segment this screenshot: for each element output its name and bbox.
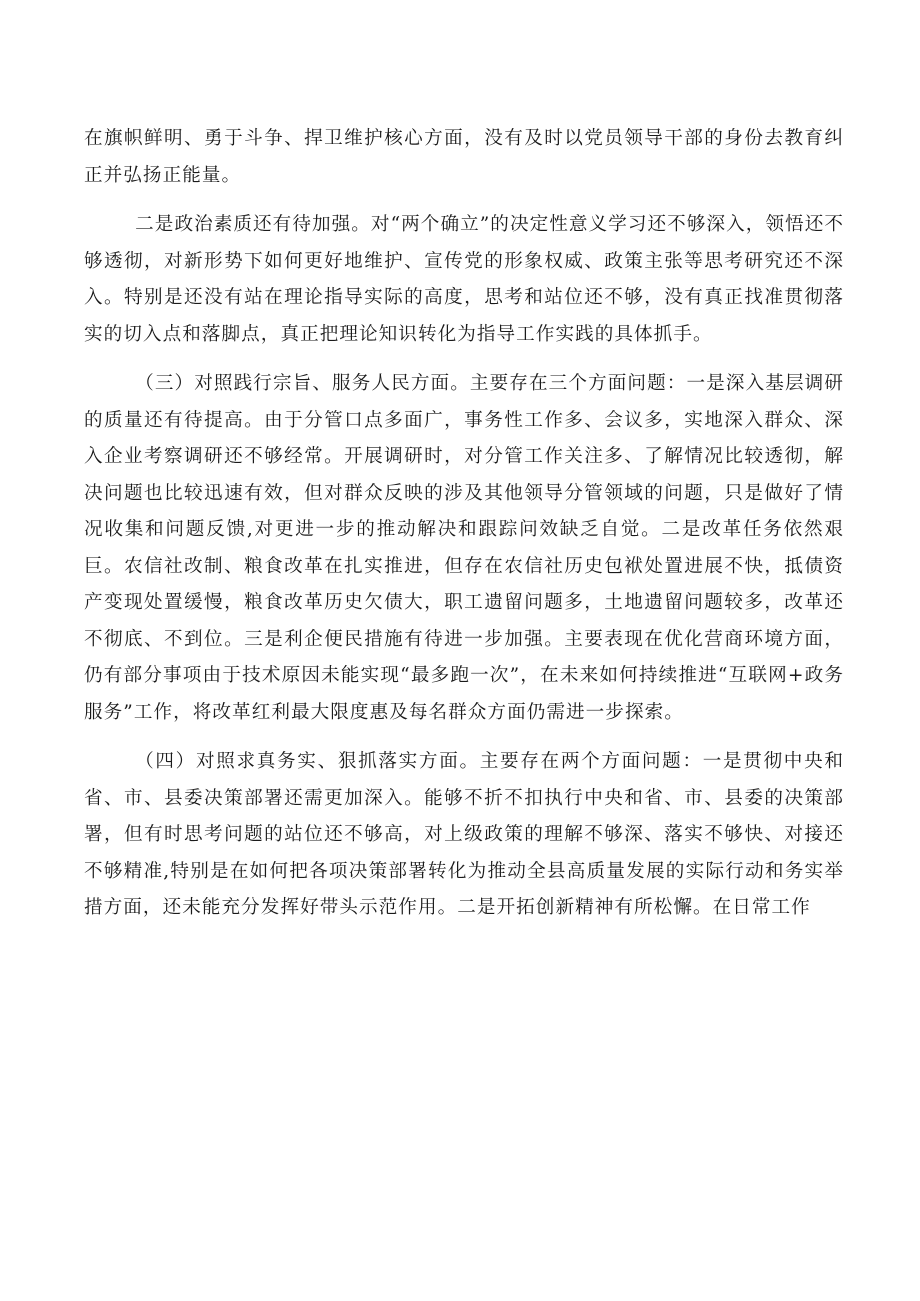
paragraph-pragmatic-implementation: （四）对照求真务实、狠抓落实方面。主要存在两个方面问题：一是贯彻中央和省、市、县委决策部署还需更加深入。能够不折不扣执行中央和省、市、县委的决策部署，但有时思考问题的站位还不够高，对上级政策的理解不够深、落实不够快、对接还不够精准,特别是在如何把各项决策部署转化为推动全县高质量发展的实际行动和务实举措方面，还未能充分发挥好带头示范作用。二是开拓创新精神有所松懈。在日常工作	[84, 751, 844, 918]
document-body	[84, 121, 844, 940]
paragraph-serve-people: （三）对照践行宗旨、服务人民方面。主要存在三个方面问题：一是深入基层调研的质量还有待提高。由于分管口点多面广，事务性工作多、会议多，实地深入群众、深入企业考察调研还不够经常。开展调研时，对分管工作关注多、了解情况比较透彻，解决问题也比较迅速有效，但对群众反映的涉及其他领导分管领域的问题，只是做好了情况收集和问题反馈,对更进一步的推动解决和跟踪问效缺乏自觉。二是改革任务依然艰巨。农信社改制、粮食改革在扎实推进，但存在农信社历史包袱处置进展不快，抵债资产变现处置缓慢，粮食改革历史欠债大，职工遗留问题多，土地遗留问题较多，改革还不彻底、不到位。三是利企便民措施有待进一步加强。主要表现在优化营商环境方面，仍有部分事项由于技术原因未能实现“最多跑一次”，在未来如何持续推进“互联网+政务服务”工作，将改革红利最大限度惠及每名群众方面仍需进一步探索。	[84, 373, 844, 723]
paragraph-continuation: 在旗帜鲜明、勇于斗争、捍卫维护核心方面，没有及时以党员领导干部的身份去教育纠正并弘扬正能量。	[84, 128, 844, 186]
paragraph-political-quality: 二是政治素质还有待加强。对“两个确立”的决定性意义学习还不够深入，领悟还不够透彻，对新形势下如何更好地维护、宣传党的形象权威、政策主张等思考研究还不深入。特别是还没有站在理论指导实际的高度，思考和站位还不够，没有真正找准贯彻落实的切入点和落脚点，真正把理论知识转化为指导工作实践的具体抓手。	[84, 214, 844, 345]
